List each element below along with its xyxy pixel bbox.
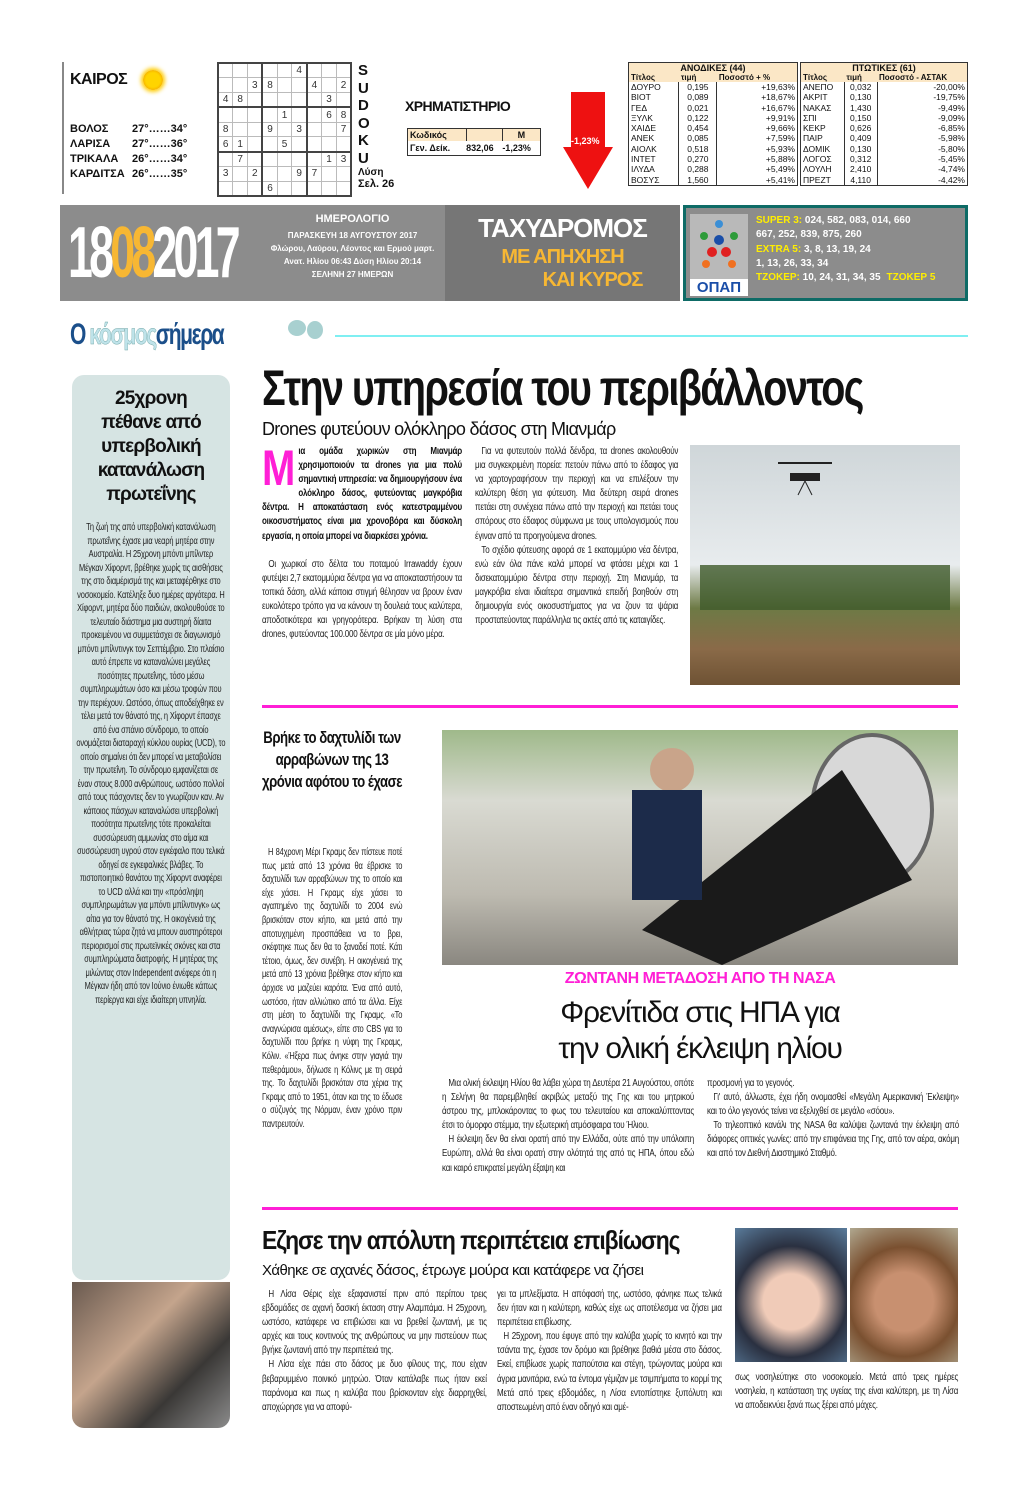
sun-icon [143,70,163,90]
eclipse-headline: Φρενίτιδα στις ΗΠΑ για την ολική έκλειψη ηλίου [558,996,842,1065]
table-cell: 0,270 [679,154,717,164]
table-cell: +19,63% [717,82,798,92]
table-row [629,164,798,174]
sudoku-title-letter: S [358,62,369,79]
sudoku-cell [322,78,337,93]
lottery-line [756,228,935,242]
table-cell: 0,150 [844,113,877,123]
sudoku-cell [307,122,322,137]
sudoku-cell [233,107,248,122]
sudoku-cell: 9 [262,122,277,137]
table-cell: +18,67% [717,92,798,102]
table-cell: -5,45% [877,154,967,164]
sudoku-title-letter: U [358,79,369,97]
calendar-line: ΠΑΡΑΣΚΕΥΗ 18 ΑΥΓΟΥΣΤΟΥ 2017 [287,231,418,240]
survival-headline: Εζησε την απόλυτη περιπέτεια επιβίωσης [262,1225,680,1255]
table-cell: ΑΝΕΠΟ [801,82,845,92]
paper-name: ΤΑΧΥΔΡΟΜΟΣ [478,213,647,243]
table-cell: 0,312 [844,154,877,164]
calendar-block: ΗΜΕΡΟΛΟΓΙΟ ΠΑΡΑΣΚΕΥΗ 18 ΑΥΓΟΥΣΤΟΥ 2017 Φλώρου, Λαύρου, Λέοντος και Ερμού μαρτ. Ανατ. Ηλίου 06:43 Δύση Ηλίου 20:14 ΣΕΛΗΝΗ 27 ΗΜΕΡΩΝ [265,213,440,281]
table-cell: 1,430 [844,103,877,113]
world-map-icon [285,316,325,342]
market-title: ΧΡΗΜΑΤΙΣΤΗΡΙΟ [405,98,511,114]
sudoku-cell [262,137,277,152]
survival-column-1: Η Λίσα Θέρις είχε εξαφανιστεί πριν από περίπου τρεις εβδομάδες σε αχανή δασική έκταση στην Αλαμπάμα. Η 25χρονη, ωστόσο, κατάφερε να επιβιώσει και να βρεθεί ζωντανή, με τις αρχές και τους κοντινούς της ανθρώπους να μην πιστεύουν πως βγήκε ζωντανή από την περιπέτειά της. Η Λίσα είχε πάει στο δάσος με δυο φίλους της, που είχαν βεβαρυμμένο ποινικό μητρώο. Όταν κατάλαβε πως ήταν εκεί παράνομα και πως η καλύβα που βρίσκονταν είχε διαρρηχθεί, αποχώρησε για να αποφύ- [262,1289,487,1413]
table-cell: 0,626 [844,123,877,133]
eclipse-column-2: προσμονή για το γεγονός. Γι' αυτό, άλλωστε, έχει ήδη ονομασθεί «Μεγάλη Αμερικανική Έκλειψη» και το όλο γεγονός τείνει να εξελιχθεί σε μεγάλο «σόου». Το τηλεοπτικό κανάλι της NASA θα καλύψει ζωντανά την έκλειψη από διάφορες οπτικές γωνίες: από την επιφάνεια της Γης, από τον αέρα, ακόμη και από τον Διεθνή Διαστημικό Σταθμό. [707,1078,959,1160]
column-header: Τίτλος [629,73,679,82]
sudoku-cell [277,63,292,78]
table-cell: 0,032 [844,82,877,92]
city-name: ΛΑΡΙΣΑ [70,138,111,150]
sudoku-cell [322,167,337,182]
sudoku-cell: 8 [336,107,351,122]
slogan-line-2: ΚΑΙ ΚΥΡΟΣ [542,269,643,291]
survival-column-2: γει τα μπλεξίματα. Η απόφασή της, ωστόσο, φάνηκε πως τελικά δεν ήταν και η καλύτερη, καθώς είχε ως αποτέλεσμα να ζήσει μια περιπέτεια επιβίωσης. Η 25χρονη, που έφυγε από την καλύβα χωρίς το κινητό και την τσάντα της, έχασε τον δρόμο και βρέθηκε βαθιά μέσα στο δάσος. Εκεί, επιβίωσε χωρίς παπούτσια και στέγη, τρώγοντας μούρα και άγρια μανιτάρια, ενώ τα έντομα γέμιζαν με τσιμπήματα το κορμί της Μετά από τρεις εβδομάδες, η Λίσα εντοπίστηκε ξυπόλυτη και αποστεωμένη από έναν οδηγό και αμέ- [497,1289,722,1413]
temperature-range: 26°……34° [132,153,188,165]
sudoku-cell [248,107,263,122]
lottery-game-label: ΤΖΟΚΕΡ: [756,272,800,284]
section-divider [262,1207,958,1210]
sudoku-cell [292,181,307,196]
sudoku-cell [248,152,263,167]
table-cell: ΒΙΟΤ [629,92,679,102]
survival-subtitle: Χάθηκε σε αχανές δάσος, έτρωγε μούρα και κατάφερε να ζήσει [262,1262,644,1279]
down-arrow-icon [563,92,613,189]
city-name: ΤΡΙΚΑΛΑ [70,153,119,165]
sudoku-cell [248,93,263,108]
column-header: Ποσοστό - ΑΣΤΑΚ [877,73,967,82]
lead-column-1: Μια ομάδα χωρικών στη Μιανμάρ χρησιμοποιούν τα drones για μια πολύ σημαντική υπηρεσία: να δημιουργήσουν ένα ολόκληρο δάσος, φυτεύοντας μαγκρόβια δέντρα. Η αποκατάσταση ενός κατεστραμμένου οικοσυστήματος είναι μια χρονοβόρα και δύσκολη εργασία, η οποία μπορεί να διαρκέσει χρόνια. Οι χωρικοί στο δέλτα του ποταμού Irrawaddy έχουν φυτέψει 2,7 εκατομμύρια δέντρα για να αποκαταστήσουν τα τοπικά δάση, αλλά κάποια στιγμή θέλησαν να βρουν έναν ευκολότερο τρόπο για να κάνουν τη δουλειά τους καλύτερα, αποδοτικότερα και γρηγορότερα. Βρήκαν τη λύση στα drones, φυτεύοντας 100.000 δέντρα σε μία μόνο μέρα. [262,440,462,641]
lottery-numbers: 024, 582, 083, 014, 660 [802,215,911,226]
drop-cap: Μ [262,440,296,496]
table-cell: ΔΟΜΙΚ [801,144,845,154]
table-cell: ΚΕΚΡ [801,123,845,133]
survival-column-3: σως νοσηλεύτηκε στο νοσοκομείο. Μετά από τρεις ημέρες νοσηλεία, η κατάσταση της υγείας της είναι καλύτερη, με τη Λίσα να αποδεικνύει ξανά πως ξέρει από μάχες. [735,1372,959,1412]
table-row [801,133,968,143]
sudoku-cell: 1 [233,137,248,152]
lottery-line [756,214,935,228]
weather-city-row [70,137,207,152]
section-rule [335,335,968,337]
table-cell: ΣΠΙ [801,113,845,123]
column-header: Τίτλος [801,73,845,82]
losers-table [800,62,968,186]
drone-forest-photo [690,445,960,685]
sudoku-cell: 1 [277,107,292,122]
lottery-game-label: EXTRA 5: [756,243,802,255]
table-cell: ΑΝΕΚ [629,133,679,143]
market-change-label: -1,23% [571,136,600,146]
table-cell: 4,110 [844,175,877,186]
joker-number: ΤΖΟΚΕΡ 5 [886,272,936,284]
eclipse-column-1: Μια ολική έκλειψη Ηλίου θα λάβει χώρα τη Δευτέρα 21 Αυγούστου, οπότε η Σελήνη θα παρεμβληθεί ακριβώς μεταξύ της Γης και του μητρικού άστρου της, μπλοκάροντας το φως του τελευταίου και αποκαλύπτοντας έτσι το όμορφο στέμμα, την εξωτερική ατμόσφαιρα του Ήλιου. Η έκλειψη δεν θα είναι ορατή από την Ελλάδα, ούτε από την υπόλοιπη Ευρώπη, αλλά θα είναι ορατή στην ολότητά της από τις ΗΠΑ, όπου εδώ και καιρό επικρατεί μεγάλη έξαψη και [442,1078,694,1174]
table-cell: ΞΥΛΚ [629,113,679,123]
table-cell: +5,49% [717,164,798,174]
weather-box [62,62,207,194]
table-cell: ΔΟΥΡΟ [629,82,679,92]
date-banner [60,205,445,301]
table-row [629,175,798,186]
table-cell: 1,560 [679,175,717,186]
table-cell: -20,00% [877,82,967,92]
table-cell: 2,410 [844,164,877,174]
sidebar-article [72,375,230,1280]
calendar-line: Φλώρου, Λαύρου, Λέοντος και Ερμού μαρτ. [270,244,435,253]
table-row [801,164,968,174]
sudoku-cell [248,137,263,152]
table-cell: ΙΝΤΕΤ [629,154,679,164]
sudoku-cell: 6 [322,107,337,122]
sudoku-cell [248,122,263,137]
city-name: ΚΑΡΔΙΤΣΑ [70,168,125,180]
sudoku-cell [307,93,322,108]
eclipse-kicker: ΖΩΝΤΑΝΗ ΜΕΤΑΔΟΣΗ ΑΠΟ ΤΗ ΝΑΣΑ [564,970,836,987]
table-row [629,82,798,92]
table-cell: +5,88% [717,154,798,164]
sudoku-cell: 4 [307,78,322,93]
sudoku-cell [307,137,322,152]
temperature-range: 26°……35° [132,168,188,180]
sudoku-title-letter: D [358,97,369,114]
table-cell: +5,93% [717,144,798,154]
sudoku-cell [322,181,337,196]
drone-icon [778,463,832,495]
sudoku-cell [218,63,233,78]
sudoku-title-letter: K [358,132,369,149]
sudoku-cell [277,78,292,93]
sudoku-cell: 3 [292,122,307,137]
lottery-line [756,271,935,285]
table-cell: +5,41% [717,175,798,186]
sudoku-cell [336,137,351,152]
sudoku-cell [292,93,307,108]
table-cell: 0,089 [679,92,717,102]
table-title: ΑΝΟΔΙΚΕΣ (44) [629,63,798,74]
sudoku-solution-note: Λύση [358,167,384,178]
sudoku-cell [307,152,322,167]
calendar-line: Ανατ. Ηλίου 06:43 Δύση Ηλίου 20:14 [283,257,422,266]
table-cell: ΠΑΙΡ [801,133,845,143]
sudoku-title-letter: U [358,149,369,167]
table-row [629,92,798,102]
sudoku-label [358,62,398,190]
sudoku-cell [277,93,292,108]
bodybuilder-photo [72,1282,230,1428]
lottery-numbers: 1, 13, 26, 33, 34 [756,257,829,269]
sudoku-cell [292,107,307,122]
sudoku-cell: 7 [307,167,322,182]
sudoku-cell [233,181,248,196]
sudoku-cell [336,93,351,108]
table-row [801,123,968,133]
woman-portrait-photo-2 [850,1228,958,1362]
table-row [801,175,968,186]
table-row [629,103,798,113]
temperature-range: 27°……36° [132,138,188,150]
table-cell: -5,80% [877,144,967,154]
ring-body: Η 84χρονη Μέρι Γκραμς δεν πίστευε ποτέ πως μετά από 13 χρόνια θα έβρισκε το δαχτυλίδι των αρραβώνων της το οποίο και είχε χάσει. Η Γκραμς είχε χάσει το αγαπημένο της δαχτυλίδι το 2004 ενώ βρισκόταν στον κήπο, και μετά από την αποτυχημένη προσπάθεια να το βρει, σκέφτηκε πως δεν θα το ξαναδεί ποτέ. Κάτι τέτοιο, όμως, δεν συνέβη. Η οικογένειά της μετά από 13 χρόνια βρέθηκε στον κήπο και άρχισε να μαζεύει καρότα. Ένα από αυτό, ωστόσο, ήταν αλλιώτικο από τα άλλα. Είχε στη μέση το δαχτυλίδι της Γκραμς. «Το αναγνώρισα αμέσως», είπε στο CBS για το δαχτυλίδι που βρήκε η νύφη της Γκραμς, Κόλιν. «Ήξερα πως άνηκε στην γιαγιά την πεθεράμου», δήλωσε η Κόλινς με τη σειρά της. Το δαχτυλίδι βρισκόταν στα χέρια της Γκραμς από το 1951, όταν και της το έδωσε ο σύζυγός της Νόρμαν, έναν χρόνο πριν παντρευτούν. [262,847,403,1130]
table-cell: 0,454 [679,123,717,133]
sudoku-cell [262,63,277,78]
table-cell: ΠΡΕΖΤ [801,175,845,186]
opap-logo: ΟΠΑΠ [690,214,748,294]
sudoku-cell [218,78,233,93]
lead-headline: Στην υπηρεσία του περιβάλλοντος [262,360,863,416]
table-row [629,154,798,164]
table-cell: -4,74% [877,164,967,174]
lead-column-2: Για να φυτευτούν πολλά δένδρα, τα drones ακολουθούν μια συγκεκριμένη πορεία: πετούν πάνω από το έδαφος για να χαρτογραφήσουν την περιοχή και να επιλέξουν την καλύτερη θέση για φύτευση. Μια δεύτερη σειρά drones πετάει στη συνέχεια πάνω από την περιοχή και πετάει τους σπόρους στο έδαφος σύμφωνα με τους υπολογισμούς που έγιναν από τα προηγούμενα drones. Το σχέδιο φύτευσης αφορά σε 1 εκατομμύριο νέα δέντρα, ενώ εάν όλα πάνε καλά μπορεί να φτάσει μέχρι και 1 δισεκατομμύριο δέντρα στην περιοχή. Στη Μιανμάρ, τα μαγκρόβια είναι ιδιαίτερα σημαντικά επειδή βοηθούν στη δημιουργία ενός οικοσυστήματος για να ζουν τα ψάρια προστατεύοντας παράλληλα τις ακτές από τις καταιγίδες. [475,446,679,627]
sudoku-cell [322,137,337,152]
sudoku-cell: 6 [218,137,233,152]
table-row [801,144,968,154]
table-cell: ΛΟΥΛΗ [801,164,845,174]
woman-portrait-photo-1 [735,1228,847,1362]
sudoku-cell: 2 [336,78,351,93]
table-cell: -4,42% [877,175,967,186]
sidebar-headline: 25χρονη πέθανε από υπερβολική κατανάλωση πρωτεΐνης [97,388,205,505]
sudoku-cell [277,152,292,167]
section-divider [262,705,958,708]
table-cell: 0,122 [679,113,717,123]
paper-brand [445,205,680,301]
weather-city-row [70,152,207,167]
sudoku-cell [277,167,292,182]
table-cell: ΙΛΥΔΑ [629,164,679,174]
column-header: τιμή [679,73,717,82]
table-cell: 0,085 [679,133,717,143]
table-cell: ΓΕΔ [629,103,679,113]
sudoku-cell: 3 [322,93,337,108]
sudoku-solution-page: Σελ. 26 [358,178,395,190]
sudoku-cell: 3 [336,152,351,167]
lottery-numbers: 667, 252, 839, 875, 260 [756,229,862,241]
city-name: ΒΟΛΟΣ [70,123,109,135]
section-header: Ο κόσμοςσήμερα [70,318,224,351]
sudoku-cell [307,107,322,122]
weather-city-row [70,167,207,182]
table-cell: 0,288 [679,164,717,174]
sudoku-cell [336,63,351,78]
market-index-table: Κωδικός Μ Γεν. Δείκ. 832,06 -1,23% [407,128,541,156]
sudoku-cell [277,181,292,196]
table-row [801,92,968,102]
sudoku-cell: 5 [277,137,292,152]
sudoku-cell [262,152,277,167]
table-cell: -5,98% [877,133,967,143]
table-row [629,123,798,133]
table-cell: -9,09% [877,113,967,123]
sudoku-cell: 9 [292,167,307,182]
sudoku-cell [336,167,351,182]
table-row [801,154,968,164]
table-cell: -19,75% [877,92,967,102]
table-row [801,82,968,92]
lottery-line [756,243,935,257]
table-cell: +9,91% [717,113,798,123]
sudoku-cell: 2 [248,167,263,182]
table-cell: 0,195 [679,82,717,92]
calendar-line: ΣΕΛΗΝΗ 27 ΗΜΕΡΩΝ [311,270,394,279]
sudoku-cell [233,122,248,137]
sudoku-cell [307,63,322,78]
lottery-numbers: 10, 24, 31, 34, 35 [799,272,881,284]
sudoku-cell [277,122,292,137]
sudoku-cell: 4 [218,93,233,108]
table-cell: ΒΟΣΥΣ [629,175,679,186]
sudoku-cell [336,181,351,196]
table-cell: ΧΑΙΔΕ [629,123,679,133]
table-row [801,113,968,123]
sudoku-cell [248,63,263,78]
sudoku-cell [233,78,248,93]
sudoku-cell: 3 [218,167,233,182]
table-cell: ΑΚΡΙΤ [801,92,845,102]
table-cell: ΑΙΟΛΚ [629,144,679,154]
sudoku-cell [292,137,307,152]
sudoku-cell [292,78,307,93]
table-row [629,133,798,143]
sudoku-cell [248,181,263,196]
lottery-game-label: SUPER 3: [756,215,803,226]
table-cell: 0,130 [844,92,877,102]
table-cell: +16,67% [717,103,798,113]
table-cell: ΛΟΓΟΣ [801,154,845,164]
column-header: τιμή [844,73,877,82]
sudoku-cell [218,152,233,167]
sudoku-cell: 8 [233,93,248,108]
sudoku-cell: 4 [292,63,307,78]
table-cell: -9,49% [877,103,967,113]
sudoku-cell [292,152,307,167]
column-header: Ποσοστό + % [717,73,798,82]
sudoku-cell: 8 [262,78,277,93]
sudoku-cell [262,93,277,108]
sudoku-cell [262,167,277,182]
weather-title: ΚΑΙΡΟΣ [70,71,128,88]
lottery-box [683,205,968,301]
sudoku-cell [307,181,322,196]
gainers-table [628,62,798,186]
sudoku-cell: 6 [262,181,277,196]
sudoku-cell: 3 [248,78,263,93]
temperature-range: 27°……34° [132,123,188,135]
table-row [629,144,798,154]
table-row [629,113,798,123]
table-cell: -6,85% [877,123,967,133]
sudoku-cell: 7 [336,122,351,137]
lead-subtitle: Drones φυτεύουν ολόκληρο δάσος στη Μιανμάρ [262,419,616,439]
table-cell: 0,518 [679,144,717,154]
sudoku-cell: 1 [322,152,337,167]
table-cell: 0,130 [844,144,877,154]
sudoku-cell: 8 [218,122,233,137]
telescope-photo [442,730,958,965]
sudoku-cell [218,107,233,122]
table-cell: +7,59% [717,133,798,143]
slogan-line-1: ΜΕ ΑΠΗΧΗΣΗ [501,246,624,268]
sudoku-puzzle [217,62,352,197]
sudoku-title-letter: O [358,114,370,132]
weather-city-row [70,122,207,137]
lottery-line [756,257,935,271]
table-cell: 0,409 [844,133,877,143]
table-cell: 0,021 [679,103,717,113]
sidebar-body: Τη ζωή της από υπερβολική κατανάλωση πρωτεΐνης έχασε μια νεαρή μητέρα στην Αυστραλία. Η 25χρονη μπόντι μπίλντερ Μέγκαν Χίφορντ, βρέθηκε χωρίς τις αισθήσεις της στο διαμέρισμά της και μεταφέρθηκε στο νοσοκομείο. Κατέληξε δυο ημέρες αργότερα. Η Χίφορντ, μητέρα δύο παιδιών, ακολουθούσε το τελευταίο διάστημα μια αυστηρή δίαιτα προκειμένου να συμμετάσχει σε διαγωνισμό μπόντι μπίλντινγκ τον Σεπτέμβριο. Στο πλαίσιο αυτό έπρεπε να καταναλώνει μεγάλες ποσότητες πρωτεΐνης, τόσο μέσω συμπληρωμάτων όσο και μέσω τροφών που την περιέχουν. Ωστόσο, όπως αποδείχθηκε εν τέλει μετά τον θάνατό της, η Χίφορντ έπασχε από ένα σπάνιο σύνδρομο, το οποίο ονομάζεται διαταραχή κύκλου ουρίας (UCD), το οποίο σημαίνει ότι δεν μπορεί να μεταβολίσει την πρωτεΐνη. Το σύνδρομο εμφανίζεται σε έναν στους 8.000 ανθρώπους, ωστόσο πολλοί από τους πάσχοντες δεν το γνωρίζουν καν. Αν κάποιος πάσχων καταναλώσει υπερβολική ποσότητα πρωτεΐνης τότε προκαλείται συσσώρευση αμμωνίας στο αίμα και συσσώρευση υγρού στον εγκέφαλο που τελικά οδηγεί σε εγκεφαλικές βλάβες. Το πιστοποιητικό θανάτου της Χίφορντ αναφέρει το UCD αλλά και την «πρόσληψη συμπληρωμάτων για μπόντι μπίλντινγκ» ως αίτια για τον θάνατό της. Η οικογένειά της αθλήτριας τώρα ζητά να μπουν αυστηρότεροι περιορισμοί στις πρωτεϊνικές σκόνες και στα συμπληρώματα διατροφής. Η μητέρας της μιλώντας στον Independent ανέφερε ότι η Μέγκαν ήδη από τον Ιούνιο ένιωθε κάπως περίεργα και είχε ιδιαίτερη υπνηλία. [76,522,226,1006]
lottery-numbers: 3, 8, 13, 19, 24 [801,243,871,255]
table-title: ΠΤΩΤΙΚΕΣ (61) [801,63,968,74]
table-row [801,103,968,113]
table-cell: +9,66% [717,123,798,133]
table-cell: ΝΑΚΑΣ [801,103,845,113]
sudoku-cell [218,181,233,196]
sudoku-cell: 7 [233,152,248,167]
sudoku-cell [262,107,277,122]
sudoku-cell [322,122,337,137]
sudoku-cell [322,63,337,78]
sudoku-cell [233,167,248,182]
ring-headline: Βρήκε το δαχτυλίδι των αρραβώνων της 13 χρόνια αφότου το έχασε [262,729,402,791]
big-date: 18082017 [68,213,237,293]
sudoku-cell [233,63,248,78]
